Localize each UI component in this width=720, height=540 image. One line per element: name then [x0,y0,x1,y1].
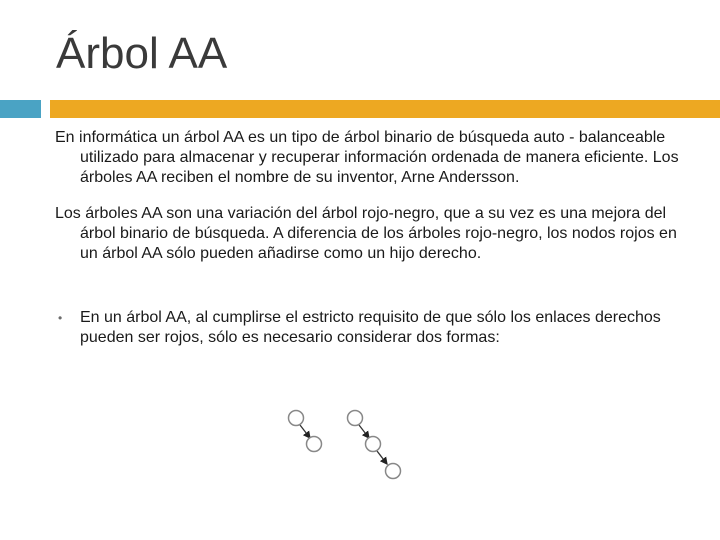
tree-node [386,464,401,479]
form-one-right-child [289,411,322,452]
tree-node [348,411,363,426]
accent-bar-blue [0,100,41,118]
accent-bar-orange [50,100,720,118]
edge [359,425,369,438]
edge [377,451,387,464]
tree-node [307,437,322,452]
tree-node [289,411,304,426]
paragraph-definition: En informática un árbol AA es un tipo de árbol binario de búsqueda auto - balanceable utilizado para almacenar y recuperar información ordenada de manera eficiente. Los árboles AA reciben el nombre de su inventor, Arne Andersson. [55,129,679,186]
bullet-marker: • [58,311,63,325]
form-two-right-children [348,411,401,479]
edge [300,425,310,438]
slide-body [55,128,695,348]
bullet-item [55,308,695,348]
paragraph-variation: Los árboles AA son una variación del árbol rojo-negro, que a su vez es una mejora del árbol binario de búsqueda. A diferencia de los árboles rojo-negro, los nodos rojos en un árbol AA sólo pueden añadirse como un hijo derecho. [55,205,677,262]
tree-node [366,437,381,452]
bullet-text: En un árbol AA, al cumplirse el estricto requisito de que sólo los enlaces derechos pueden ser rojos, sólo es necesario considerar dos formas: [80,309,661,346]
slide-title: Árbol AA [56,29,228,78]
aa-tree-forms-diagram [280,402,420,492]
